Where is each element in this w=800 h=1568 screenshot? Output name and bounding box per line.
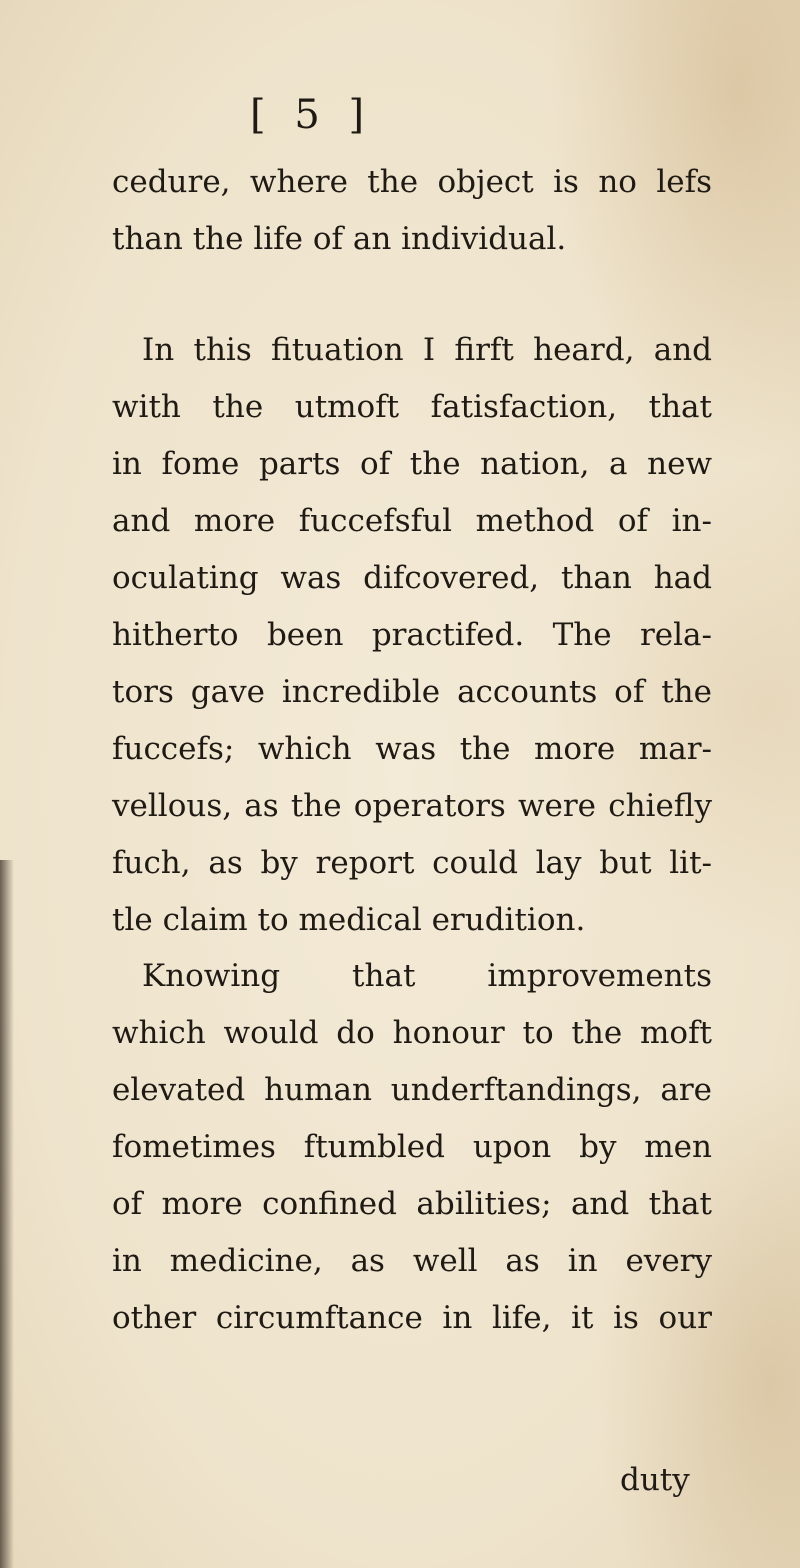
text-line: tle claim to medical erudition.: [112, 902, 586, 938]
paragraph-1: [112, 154, 712, 268]
text-line: of more confined abilities; and that: [112, 1186, 712, 1222]
text-line: other circumftance in life, it is our: [112, 1300, 712, 1336]
text-line: in medicine, as well as in every: [112, 1243, 712, 1279]
text-line: and more fuccefsful method of in-: [112, 503, 712, 539]
text-line: fuccefs; which was the more mar-: [112, 731, 712, 767]
text-line: fuch, as by report could lay but lit-: [112, 845, 712, 881]
text-line: In this fituation I firft heard, and: [142, 332, 712, 368]
text-line: hitherto been practifed. The rela-: [112, 617, 712, 653]
text-line: which would do honour to the moft: [112, 1015, 712, 1051]
binding-shadow: [0, 860, 14, 1568]
text-line: tors gave incredible accounts of the: [112, 674, 712, 710]
catchword: duty: [620, 1462, 690, 1498]
text-line: cedure, where the object is no lefs: [112, 164, 712, 200]
paragraph-2: [112, 322, 712, 949]
text-line: than the life of an individual.: [112, 221, 567, 257]
text-line: in fome parts of the nation, a new: [112, 446, 712, 482]
paragraph-3: [112, 948, 712, 1347]
text-line: vellous, as the operators were chiefly: [112, 788, 712, 824]
text-line: with the utmoft fatisfaction, that: [112, 389, 712, 425]
text-line: elevated human underftandings, are: [112, 1072, 712, 1108]
text-line: fometimes ftumbled upon by men: [112, 1129, 712, 1165]
text-line: Knowing that improvements: [142, 958, 712, 994]
page-number-header: [ 5 ]: [250, 92, 373, 138]
text-line: oculating was difcovered, than had: [112, 560, 712, 596]
